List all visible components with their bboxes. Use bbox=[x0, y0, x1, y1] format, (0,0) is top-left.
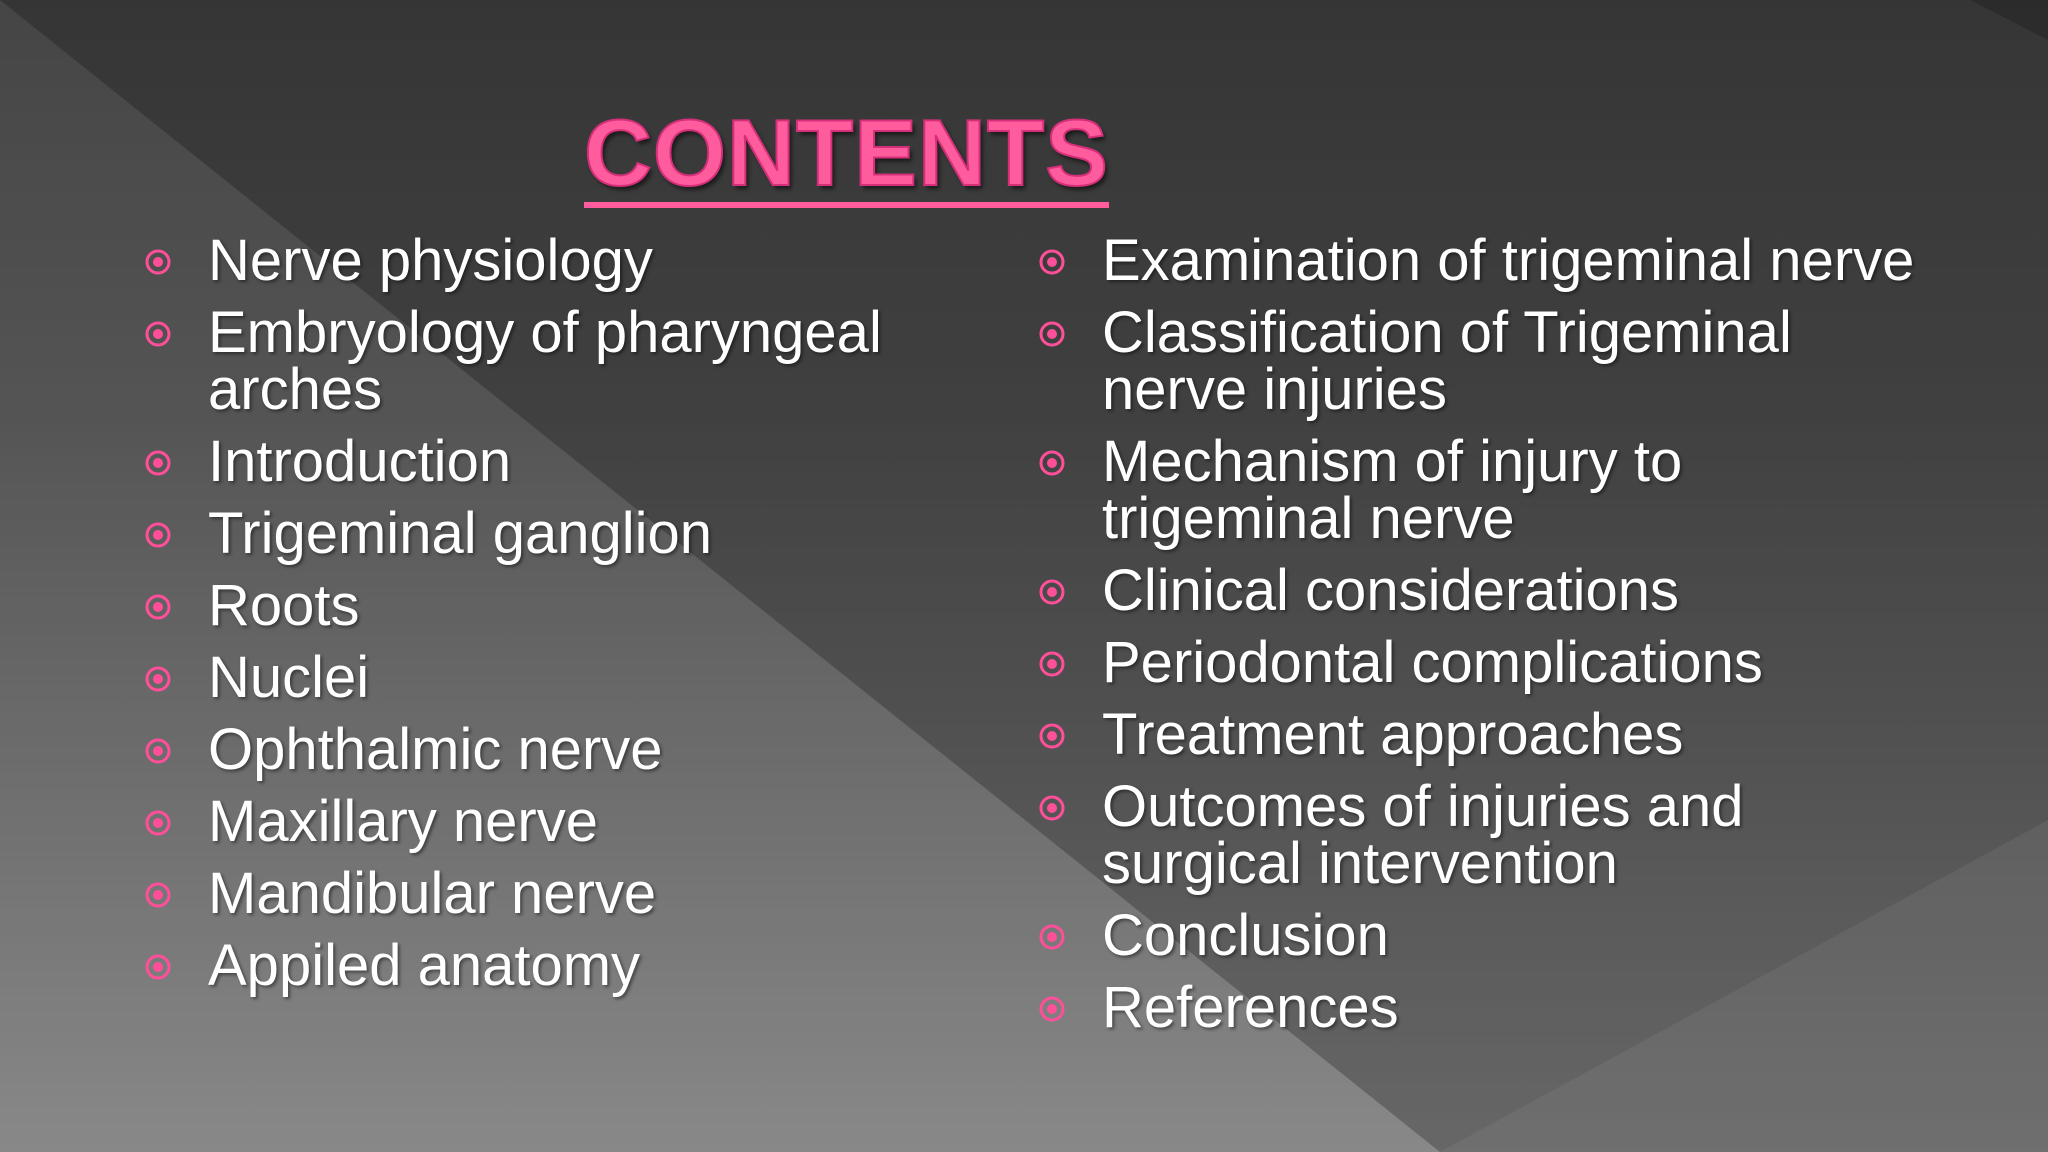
slide-title: CONTENTS bbox=[584, 106, 1109, 208]
list-item-label: References bbox=[1102, 975, 1399, 1040]
circled-dot-icon bbox=[144, 953, 172, 981]
list-item-label: Nerve physiology bbox=[208, 228, 653, 293]
list-item bbox=[140, 933, 990, 998]
list-item-label: Conclusion bbox=[1102, 903, 1389, 968]
list-item-label: Nuclei bbox=[208, 645, 370, 710]
list-item bbox=[1034, 702, 1934, 767]
list-item-label: Mechanism of injury to trigeminal nerve bbox=[1102, 429, 1683, 551]
list-item bbox=[140, 861, 990, 926]
list-item-label: Examination of trigeminal nerve bbox=[1102, 228, 1915, 293]
list-item bbox=[1034, 228, 1934, 293]
list-item-label: Introduction bbox=[208, 429, 512, 494]
list-item-label: Clinical considerations bbox=[1102, 558, 1680, 623]
circled-dot-icon bbox=[144, 665, 172, 693]
circled-dot-icon bbox=[144, 881, 172, 909]
circled-dot-icon bbox=[144, 809, 172, 837]
circled-dot-icon bbox=[1038, 794, 1066, 822]
list-item-label: Maxillary nerve bbox=[208, 789, 598, 854]
list-item bbox=[1034, 975, 1934, 1040]
list-item-label: Periodontal complications bbox=[1102, 630, 1763, 695]
list-item bbox=[140, 645, 990, 710]
list-item bbox=[140, 429, 990, 494]
circled-dot-icon bbox=[144, 320, 172, 348]
list-item-label: Outcomes of injuries and surgical intervention bbox=[1102, 774, 1744, 896]
list-item-label: Appiled anatomy bbox=[208, 933, 641, 998]
circled-dot-icon bbox=[1038, 722, 1066, 750]
circled-dot-icon bbox=[1038, 320, 1066, 348]
list-item bbox=[140, 300, 990, 422]
list-item bbox=[1034, 903, 1934, 968]
list-item bbox=[1034, 558, 1934, 623]
list-item-label: Mandibular nerve bbox=[208, 861, 657, 926]
circled-dot-icon bbox=[1038, 578, 1066, 606]
circled-dot-icon bbox=[144, 248, 172, 276]
list-item-label: Embryology of pharyngeal arches bbox=[208, 300, 882, 422]
list-item-label: Treatment approaches bbox=[1102, 702, 1684, 767]
circled-dot-icon bbox=[144, 449, 172, 477]
list-item bbox=[140, 789, 990, 854]
circled-dot-icon bbox=[144, 737, 172, 765]
list-item bbox=[140, 573, 990, 638]
circled-dot-icon bbox=[144, 593, 172, 621]
contents-list-right bbox=[1034, 228, 1934, 1051]
list-item bbox=[140, 228, 990, 293]
list-item-label: Roots bbox=[208, 573, 360, 638]
list-item bbox=[1034, 300, 1934, 422]
list-item bbox=[1034, 429, 1934, 551]
list-item bbox=[140, 501, 990, 566]
circled-dot-icon bbox=[1038, 923, 1066, 951]
list-item bbox=[1034, 630, 1934, 695]
circled-dot-icon bbox=[1038, 650, 1066, 678]
list-item bbox=[140, 717, 990, 782]
circled-dot-icon bbox=[1038, 248, 1066, 276]
circled-dot-icon bbox=[1038, 449, 1066, 477]
circled-dot-icon bbox=[1038, 995, 1066, 1023]
list-item bbox=[1034, 774, 1934, 896]
list-item-label: Trigeminal ganglion bbox=[208, 501, 713, 566]
circled-dot-icon bbox=[144, 521, 172, 549]
list-item-label: Classification of Trigeminal nerve injuries bbox=[1102, 300, 1792, 422]
list-item-label: Ophthalmic nerve bbox=[208, 717, 663, 782]
contents-list-left bbox=[140, 228, 990, 1009]
